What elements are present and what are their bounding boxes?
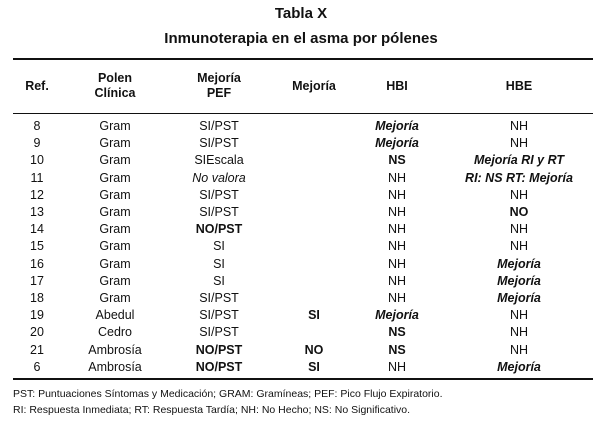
- cell-hbi: NH: [387, 359, 407, 374]
- bottom-rule: [13, 378, 593, 380]
- cell-mejoria-pef: SI/PST: [199, 308, 239, 323]
- cell-mejoria: SI: [308, 359, 320, 374]
- cell-hbi: NH: [387, 239, 407, 254]
- cell-mejoria-pef: SI/PST: [199, 119, 239, 133]
- cell-polen: Abedul: [95, 308, 135, 323]
- cell-hbi: NH: [387, 256, 407, 271]
- cell-hbi: NH: [387, 170, 407, 185]
- cell-ref: 20: [30, 325, 44, 340]
- cell-ref: 15: [30, 239, 44, 254]
- cell-hbe: NH: [509, 119, 529, 133]
- cell-hbe: NH: [509, 325, 529, 340]
- cell-hbi: NH: [387, 205, 407, 219]
- header-polen-clinica: Polen Clínica: [94, 71, 136, 100]
- cell-mejoria-pef: NO/PST: [195, 222, 243, 237]
- cell-hbi: NH: [387, 222, 407, 237]
- cell-ref: 10: [30, 153, 44, 168]
- cell-ref: 16: [30, 256, 44, 271]
- cell-ref: 18: [30, 291, 44, 305]
- cell-polen: Cedro: [97, 325, 133, 340]
- cell-ref: 12: [30, 187, 44, 202]
- cell-polen: Ambrosía: [88, 359, 142, 374]
- cell-mejoria-pef: SI/PST: [199, 291, 239, 305]
- cell-polen: Gram: [99, 256, 131, 271]
- cell-hbi: NH: [387, 273, 407, 288]
- cell-hbe: Mejoría RI y RT: [473, 153, 565, 168]
- cell-ref: 6: [33, 359, 41, 374]
- cell-mejoria-pef: SI: [213, 256, 225, 271]
- cell-mejoria-pef: SI: [213, 273, 225, 288]
- cell-ref: 17: [30, 273, 44, 288]
- cell-polen: Ambrosía: [88, 342, 142, 357]
- cell-polen: Gram: [99, 136, 131, 151]
- cell-hbi: NS: [388, 342, 406, 357]
- cell-hbe: NH: [509, 239, 529, 254]
- cell-polen: Gram: [99, 273, 131, 288]
- cell-mejoria: NO: [304, 342, 324, 357]
- cell-hbe: RI: NS RT: Mejoría: [465, 170, 573, 185]
- cell-mejoria-pef: SI/PST: [199, 136, 239, 151]
- cell-hbi: NS: [388, 153, 406, 168]
- header-mejoria: Mejoría: [292, 79, 336, 93]
- cell-mejoria-pef: NO/PST: [195, 359, 243, 374]
- cell-mejoria: SI: [308, 308, 320, 323]
- table-subtitle: Inmunoterapia en el asma por pólenes: [164, 30, 438, 47]
- footnote-definitions: RI: Respuesta Inmediata; RT: Respuesta Tardía; NH: No Hecho; NS: No Significativo.: [13, 404, 411, 416]
- table-title: Tabla X: [274, 5, 328, 22]
- cell-polen: Gram: [99, 119, 131, 133]
- cell-polen: Gram: [99, 205, 131, 219]
- cell-hbe: NH: [509, 136, 529, 151]
- cell-hbi: Mejoría: [375, 119, 419, 133]
- cell-hbi: Mejoría: [375, 308, 419, 323]
- cell-mejoria-pef: SIEscala: [194, 153, 244, 168]
- header-ref: Ref.: [25, 79, 49, 93]
- cell-ref: 9: [33, 136, 41, 151]
- cell-mejoria-pef: SI: [213, 239, 225, 254]
- cell-hbe: Mejoría: [497, 291, 541, 305]
- cell-polen: Gram: [99, 153, 131, 168]
- cell-polen: Gram: [99, 222, 131, 237]
- cell-hbe: NH: [509, 308, 529, 323]
- cell-mejoria-pef: No valora: [192, 170, 246, 185]
- cell-hbi: NH: [387, 187, 407, 202]
- cell-hbe: Mejoría: [497, 359, 541, 374]
- cell-mejoria-pef: SI/PST: [199, 187, 239, 202]
- cell-hbe: NH: [509, 187, 529, 202]
- header-mejoria-pef: Mejoría PEF: [197, 71, 241, 100]
- cell-hbe: Mejoría: [497, 256, 541, 271]
- header-hbe: HBE: [505, 79, 533, 93]
- cell-hbi: NS: [388, 325, 406, 340]
- cell-ref: 14: [30, 222, 44, 237]
- cell-ref: 8: [33, 119, 41, 133]
- cell-hbe: NH: [509, 222, 529, 237]
- cell-polen: Gram: [99, 170, 131, 185]
- cell-ref: 11: [30, 170, 44, 185]
- cell-hbi: Mejoría: [375, 136, 419, 151]
- footnote-abbreviations: PST: Puntuaciones Síntomas y Medicación; GRAM: Gramíneas; PEF: Pico Flujo Expiratorio.: [13, 388, 443, 400]
- cell-ref: 21: [30, 342, 44, 357]
- cell-hbe: Mejoría: [497, 273, 541, 288]
- header-hbi: HBI: [386, 79, 408, 93]
- cell-hbe: NH: [509, 342, 529, 357]
- cell-polen: Gram: [99, 187, 131, 202]
- cell-mejoria-pef: SI/PST: [199, 205, 239, 219]
- cell-hbi: NH: [387, 291, 407, 305]
- cell-ref: 19: [30, 308, 44, 323]
- cell-mejoria-pef: SI/PST: [199, 325, 239, 340]
- cell-hbe: NO: [509, 205, 529, 219]
- cell-polen: Gram: [99, 291, 131, 305]
- cell-polen: Gram: [99, 239, 131, 254]
- cell-mejoria-pef: NO/PST: [195, 342, 243, 357]
- cell-ref: 13: [30, 205, 44, 219]
